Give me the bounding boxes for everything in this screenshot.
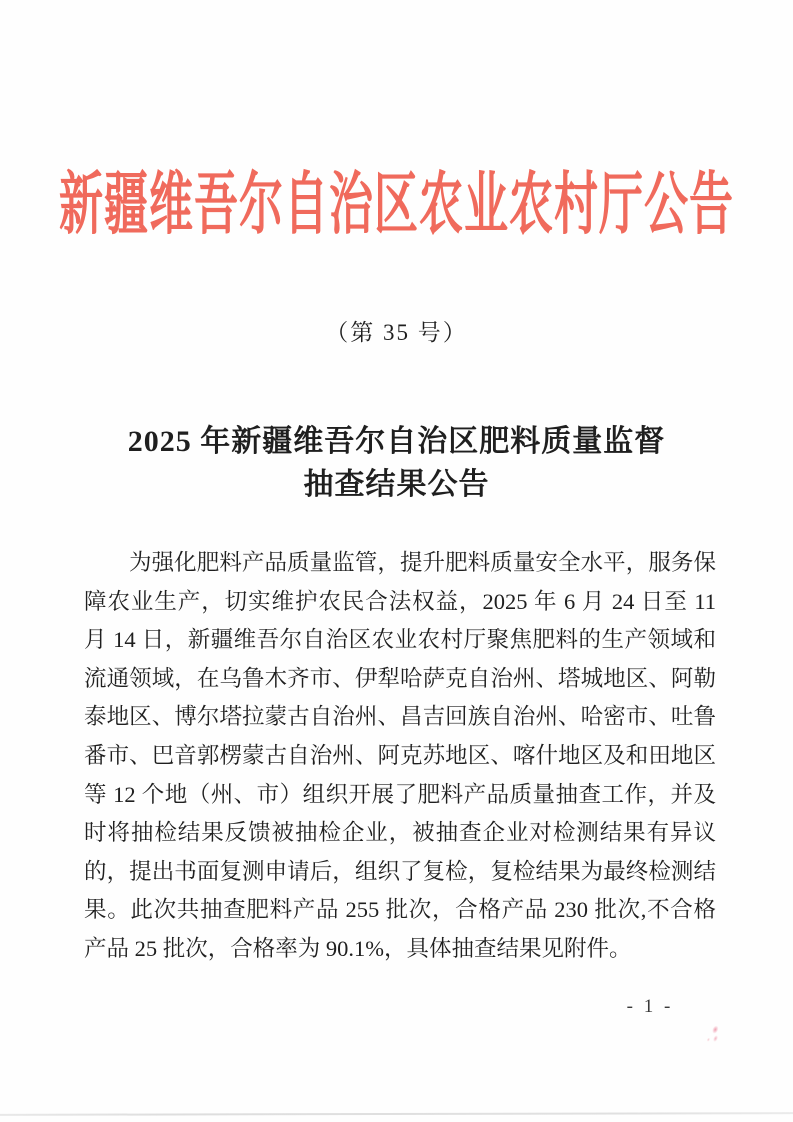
ink-smudge-decoration (701, 1019, 728, 1050)
agency-announcement-header (0, 158, 793, 243)
document-title-line1: 2025 年新疆维吾尔自治区肥料质量监督 (127, 425, 666, 458)
body-paragraph: 为强化肥料产品质量监管，提升肥料质量安全水平，服务保障农业生产，切实维护农民合法权益，2025 年 6 月 24 日至 11 月 14 日，新疆维吾尔自治区农业农村厅聚焦肥料的生产领域和流通领域，在乌鲁木齐市、伊犁哈萨克自治州、塔城地区、阿勒泰地区、博尔塔拉蒙古自治州、昌吉回族自治州、哈密市、吐鲁番市、巴音郭楞蒙古自治州、阿克苏地区、喀什地区及和田地区等 12 个地（州、市）组织开展了肥料产品质量抽查工作，并及时将抽检结果反馈被抽检企业，被抽查企业对检测结果有异议的，提出书面复测申请后，组织了复检，复检结果为最终检测结果。此次共抽查肥料产品 255 批次，合格产品 230 批次,不合格产品 25 批次，合格率为 90.1%，具体抽查结果见附件。 (84, 550, 716, 961)
page-number: - 1 - (626, 996, 674, 1017)
issue-number: （第 35 号） (325, 320, 468, 345)
document-title (0, 420, 793, 506)
document-title-line2: 抽查结果公告 (303, 468, 490, 501)
scan-edge-line (0, 1112, 793, 1116)
agency-announcement-header-text: 新疆维吾尔自治区农业农村厅公告 (59, 167, 734, 243)
